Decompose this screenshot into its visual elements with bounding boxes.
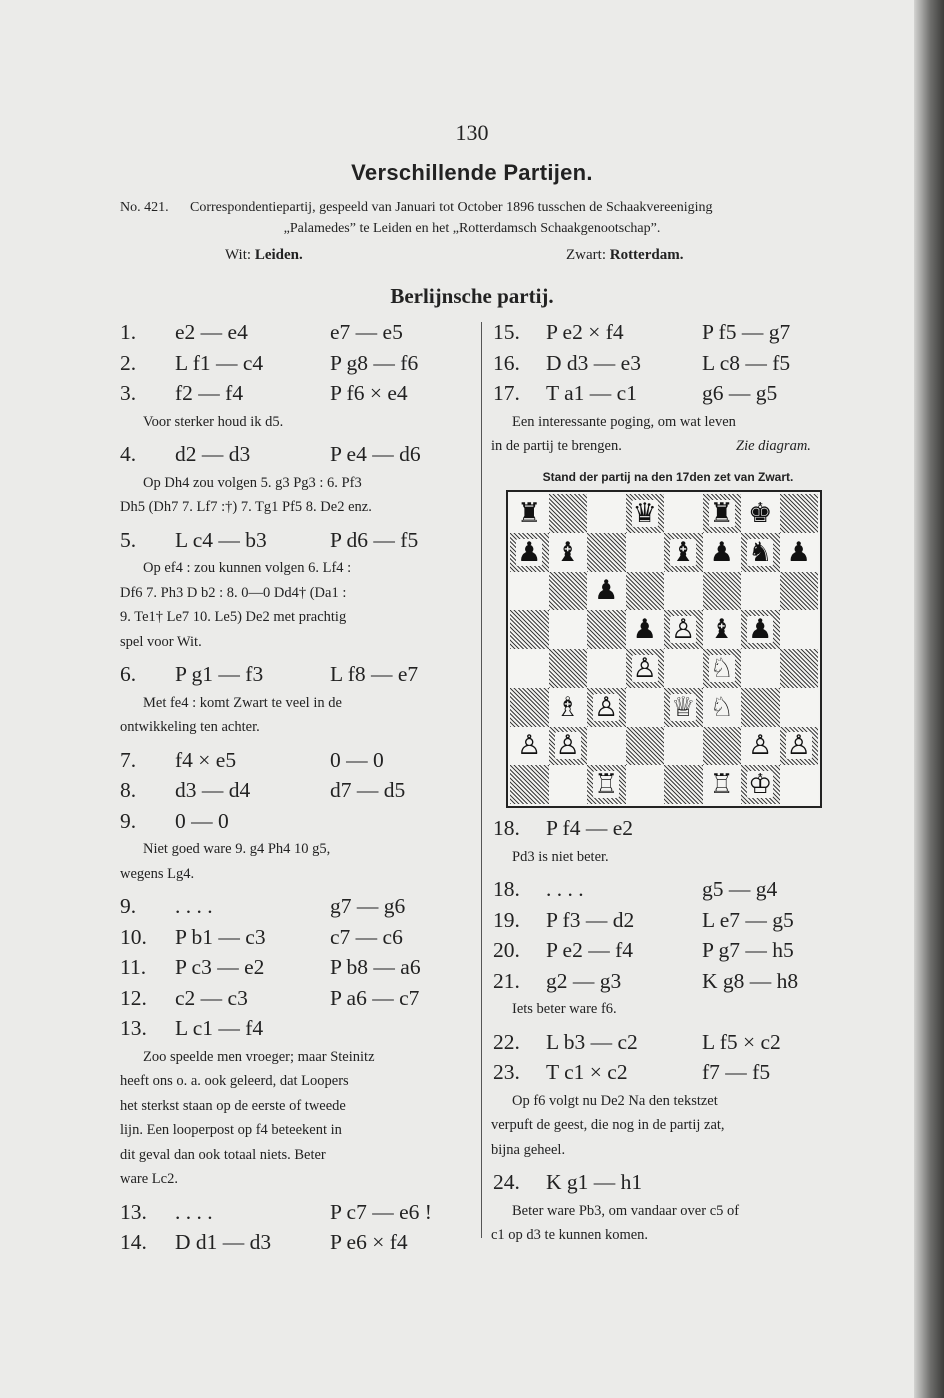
black-move: P c7 — e6 !	[330, 1199, 432, 1224]
black-move: L c8 — f5	[702, 350, 791, 375]
board-square	[626, 649, 665, 688]
board-square	[664, 688, 703, 727]
move-number: 9.	[120, 808, 137, 833]
black-move: P a6 — c7	[330, 985, 420, 1010]
white-pawn-icon: ♙	[786, 730, 811, 762]
game-description-line1: Correspondentiepartij, gespeeld van Januari tot October 1896 tusschen de Schaakvereeniging	[190, 200, 713, 215]
annotation-line: lijn. Een looperpost op f4 beteekent in	[120, 1122, 342, 1138]
white-move: c2 — c3	[175, 985, 248, 1010]
move-number: 17.	[493, 381, 520, 405]
white-move: P c3 — e2	[175, 955, 265, 979]
board-square	[587, 688, 626, 727]
board-square	[741, 533, 780, 572]
black-move: g7 — g6	[330, 894, 406, 918]
white-move: f4 × e5	[175, 747, 237, 772]
annotation-line: dit geval dan ook totaal niets. Beter	[120, 1146, 326, 1163]
board-square	[741, 572, 780, 611]
board-square	[626, 494, 665, 533]
white-rook-icon: ♖	[594, 769, 619, 801]
board-square	[780, 765, 819, 804]
move-number: 3.	[120, 381, 137, 405]
white-pawn-icon: ♙	[517, 730, 542, 762]
board-square	[703, 494, 742, 533]
annotation-line: heeft ons o. a. ook geleerd, dat Loopers	[120, 1073, 349, 1089]
board-square	[780, 727, 819, 766]
black-move: K g8 — h8	[702, 968, 799, 993]
move-number: 5.	[120, 527, 137, 552]
white-pawn-icon: ♙	[748, 730, 773, 762]
move-number: 16.	[493, 350, 520, 375]
annotation-line: Op ef4 : zou kunnen volgen 6. Lf4 :	[143, 560, 352, 576]
black-pawn-icon: ♟	[594, 575, 619, 607]
black-move: g6 — g5	[702, 381, 778, 405]
move-number: 19.	[493, 907, 520, 932]
board-square	[510, 688, 549, 727]
white-move: T a1 — c1	[546, 381, 637, 405]
board-square	[626, 688, 665, 727]
annotation-line: verpuft de geest, die nog in de partij zat,	[491, 1117, 725, 1133]
board-square	[780, 533, 819, 572]
white-move: D d3 — e3	[546, 350, 641, 375]
board-square	[780, 610, 819, 649]
column-divider	[481, 322, 482, 1238]
black-move: P g8 — f6	[330, 350, 419, 375]
white-move: P e2 × f4	[546, 320, 624, 344]
opening-title: Berlijnsche partij.	[390, 284, 554, 308]
move-number: 18.	[493, 877, 520, 901]
board-square	[626, 533, 665, 572]
annotation-line: in de partij te brengen.	[491, 438, 622, 454]
board-square	[587, 765, 626, 804]
white-move: 0 — 0	[175, 808, 229, 833]
board-square	[780, 572, 819, 611]
black-move: P f6 × e4	[330, 381, 408, 405]
white-player	[225, 247, 303, 264]
white-move: . . . .	[546, 877, 584, 901]
black-move: d7 — d5	[330, 778, 406, 802]
black-move: P b8 — a6	[330, 955, 421, 979]
black-move: L e7 — g5	[702, 907, 794, 932]
board-square	[549, 688, 588, 727]
white-rook-icon: ♖	[709, 769, 734, 801]
white-move: L b3 — c2	[546, 1029, 638, 1054]
board-square	[741, 727, 780, 766]
move-number: 22.	[493, 1029, 520, 1054]
move-number: 13.	[120, 1016, 147, 1040]
black-name: Rotterdam.	[609, 247, 684, 263]
move-number: 14.	[120, 1230, 147, 1254]
move-number: 24.	[493, 1170, 520, 1194]
black-pawn-icon: ♟	[632, 614, 657, 646]
board-square	[741, 649, 780, 688]
board-square	[703, 765, 742, 804]
board-square	[780, 494, 819, 533]
board-square	[703, 649, 742, 688]
move-number: 1.	[120, 320, 137, 344]
move-number: 4.	[120, 442, 137, 466]
move-number: 18.	[493, 816, 520, 840]
black-pawn-icon: ♟	[517, 536, 542, 568]
annotation-line: ontwikkeling ten achter.	[120, 719, 260, 735]
game-number: No. 421.	[120, 200, 169, 215]
black-queen-icon: ♛	[632, 497, 657, 529]
board-square	[549, 533, 588, 572]
white-move: g2 — g3	[546, 968, 622, 993]
move-number: 20.	[493, 938, 520, 962]
move-number: 2.	[120, 350, 137, 375]
black-move: P d6 — f5	[330, 527, 419, 552]
move-number: 23.	[493, 1060, 520, 1084]
black-move: P g7 — h5	[702, 938, 794, 962]
annotation-line: Zoo speelde men vroeger; maar Steinitz	[143, 1048, 375, 1065]
section-title: Verschillende Partijen.	[351, 160, 593, 185]
board-square	[703, 572, 742, 611]
move-number: 7.	[120, 747, 137, 772]
board-square	[587, 727, 626, 766]
white-pawn-icon: ♙	[555, 730, 580, 762]
board-square	[549, 494, 588, 533]
board-square	[626, 572, 665, 611]
white-move: P f4 — e2	[546, 816, 633, 840]
board-square	[510, 649, 549, 688]
board-square	[587, 572, 626, 611]
board-square	[741, 688, 780, 727]
white-move: P f3 — d2	[546, 907, 635, 932]
white-move: P b1 — c3	[175, 924, 266, 949]
board-square	[587, 649, 626, 688]
board-square	[510, 610, 549, 649]
black-pawn-icon: ♟	[786, 536, 811, 568]
board-square	[587, 610, 626, 649]
annotation-line: Een interessante poging, om wat leven	[512, 413, 736, 430]
black-rook-icon: ♜	[517, 497, 542, 529]
move-number: 12.	[120, 985, 147, 1010]
white-name: Leiden.	[254, 247, 303, 263]
board-square	[587, 533, 626, 572]
annotation-line: wegens Lg4.	[120, 865, 195, 882]
board-square	[664, 765, 703, 804]
board-square	[510, 533, 549, 572]
board-square	[510, 727, 549, 766]
game-description-line2: „Palamedes” te Leiden en het „Rotterdamsch Schaakgenootschap”.	[283, 221, 661, 236]
board-square	[549, 727, 588, 766]
white-move: T c1 × c2	[546, 1060, 628, 1084]
chess-board	[510, 494, 818, 804]
board-square	[626, 610, 665, 649]
board-square	[549, 610, 588, 649]
annotation-line: ware Lc2.	[120, 1171, 178, 1187]
annotation-line: Df6 7. Ph3 D b2 : 8. 0—0 Dd4† (Da1 :	[120, 584, 347, 601]
black-bishop-icon: ♝	[709, 614, 734, 646]
board-square	[549, 765, 588, 804]
board-square	[549, 649, 588, 688]
black-move: g5 — g4	[702, 877, 778, 901]
annotation-line: bijna geheel.	[491, 1141, 566, 1158]
board-square	[626, 727, 665, 766]
white-move: L f1 — c4	[175, 350, 264, 375]
annotation-line: Beter ware Pb3, om vandaar over c5 of	[512, 1202, 740, 1219]
annotation-line: Pd3 is niet beter.	[512, 848, 609, 865]
black-move: 0 — 0	[330, 747, 384, 772]
board-square	[741, 610, 780, 649]
black-move: L f8 — e7	[330, 662, 419, 686]
white-label: Wit:	[225, 247, 252, 263]
board-square	[626, 765, 665, 804]
move-number: 8.	[120, 778, 137, 802]
board-square	[703, 533, 742, 572]
white-king-icon: ♔	[748, 769, 773, 801]
board-square	[703, 688, 742, 727]
white-queen-icon: ♕	[671, 691, 696, 723]
move-number: 15.	[493, 320, 520, 344]
white-move: P e2 — f4	[546, 938, 633, 962]
board-square	[664, 533, 703, 572]
board-square	[780, 688, 819, 727]
annotation-line: het sterkst staan op de eerste of tweede	[120, 1097, 346, 1114]
white-move: D d1 — d3	[175, 1230, 272, 1254]
board-square	[664, 572, 703, 611]
annotation-line: Dh5 (Dh7 7. Lf7 :†) 7. Tg1 Pf5 8. De2 enz.	[120, 499, 372, 515]
board-square	[664, 610, 703, 649]
annotation-line: 9. Te1† Le7 10. Le5) De2 met prachtig	[120, 609, 347, 625]
white-pawn-icon: ♙	[632, 652, 657, 684]
black-pawn-icon: ♟	[709, 536, 734, 568]
black-pawn-icon: ♟	[748, 614, 773, 646]
diagram-reference: Zie diagram.	[736, 438, 811, 454]
black-rook-icon: ♜	[709, 497, 734, 529]
white-move: L c4 — b3	[175, 527, 267, 552]
white-pawn-icon: ♙	[594, 691, 619, 723]
annotation-line: Met fe4 : komt Zwart te veel in de	[143, 694, 342, 711]
board-square	[703, 610, 742, 649]
move-number: 9.	[120, 894, 137, 918]
board-square	[549, 572, 588, 611]
move-number: 6.	[120, 662, 137, 686]
board-square	[664, 649, 703, 688]
move-number: 10.	[120, 924, 147, 949]
board-square	[587, 494, 626, 533]
white-pawn-icon: ♙	[671, 614, 696, 646]
annotation-line: Niet goed ware 9. g4 Ph4 10 g5,	[143, 841, 331, 857]
black-move: P f5 — g7	[702, 320, 791, 344]
black-move: P e6 × f4	[330, 1230, 408, 1254]
black-move: f7 — f5	[702, 1060, 771, 1084]
board-square	[703, 727, 742, 766]
annotation-line: c1 op d3 te kunnen komen.	[491, 1227, 649, 1243]
page-number: 130	[455, 120, 489, 145]
white-knight-icon: ♘	[709, 652, 734, 684]
annotation-line: Iets beter ware f6.	[512, 1001, 617, 1017]
move-number: 21.	[493, 968, 520, 993]
diagram-title: Stand der partij na den 17den zet van Zwart.	[542, 470, 794, 484]
white-bishop-icon: ♗	[555, 691, 580, 723]
white-move: f2 — f4	[175, 381, 244, 405]
white-move: d3 — d4	[175, 778, 251, 802]
black-bishop-icon: ♝	[671, 536, 696, 568]
white-move: . . . .	[175, 1199, 213, 1224]
white-knight-icon: ♘	[709, 691, 734, 723]
board-square	[510, 572, 549, 611]
black-move: e7 — e5	[330, 320, 403, 344]
black-label: Zwart:	[566, 247, 606, 263]
annotation-line: Voor sterker houd ik d5.	[143, 413, 284, 430]
black-move: L f5 × c2	[702, 1029, 781, 1054]
move-number: 11.	[120, 955, 147, 979]
page-edge-shadow	[914, 0, 944, 1398]
board-square	[664, 494, 703, 533]
black-bishop-icon: ♝	[555, 536, 580, 568]
board-square	[664, 727, 703, 766]
white-move: L c1 — f4	[175, 1016, 264, 1040]
board-square	[510, 765, 549, 804]
black-move: c7 — c6	[330, 924, 403, 949]
board-square	[780, 649, 819, 688]
white-move: d2 — d3	[175, 442, 251, 466]
annotation-line: Op Dh4 zou volgen 5. g3 Pg3 : 6. Pf3	[143, 474, 362, 491]
white-move: e2 — e4	[175, 320, 248, 344]
white-move: P g1 — f3	[175, 662, 264, 686]
board-square	[510, 494, 549, 533]
black-knight-icon: ♞	[748, 536, 773, 568]
board-square	[741, 494, 780, 533]
black-move: P e4 — d6	[330, 442, 421, 466]
annotation-line: Op f6 volgt nu De2 Na den tekstzet	[512, 1092, 718, 1109]
white-move: K g1 — h1	[546, 1170, 643, 1194]
board-square	[741, 765, 780, 804]
white-move: . . . .	[175, 894, 213, 918]
black-player	[566, 247, 683, 264]
annotation-line: spel voor Wit.	[120, 633, 202, 650]
move-number: 13.	[120, 1199, 147, 1224]
black-king-icon: ♚	[748, 497, 773, 529]
